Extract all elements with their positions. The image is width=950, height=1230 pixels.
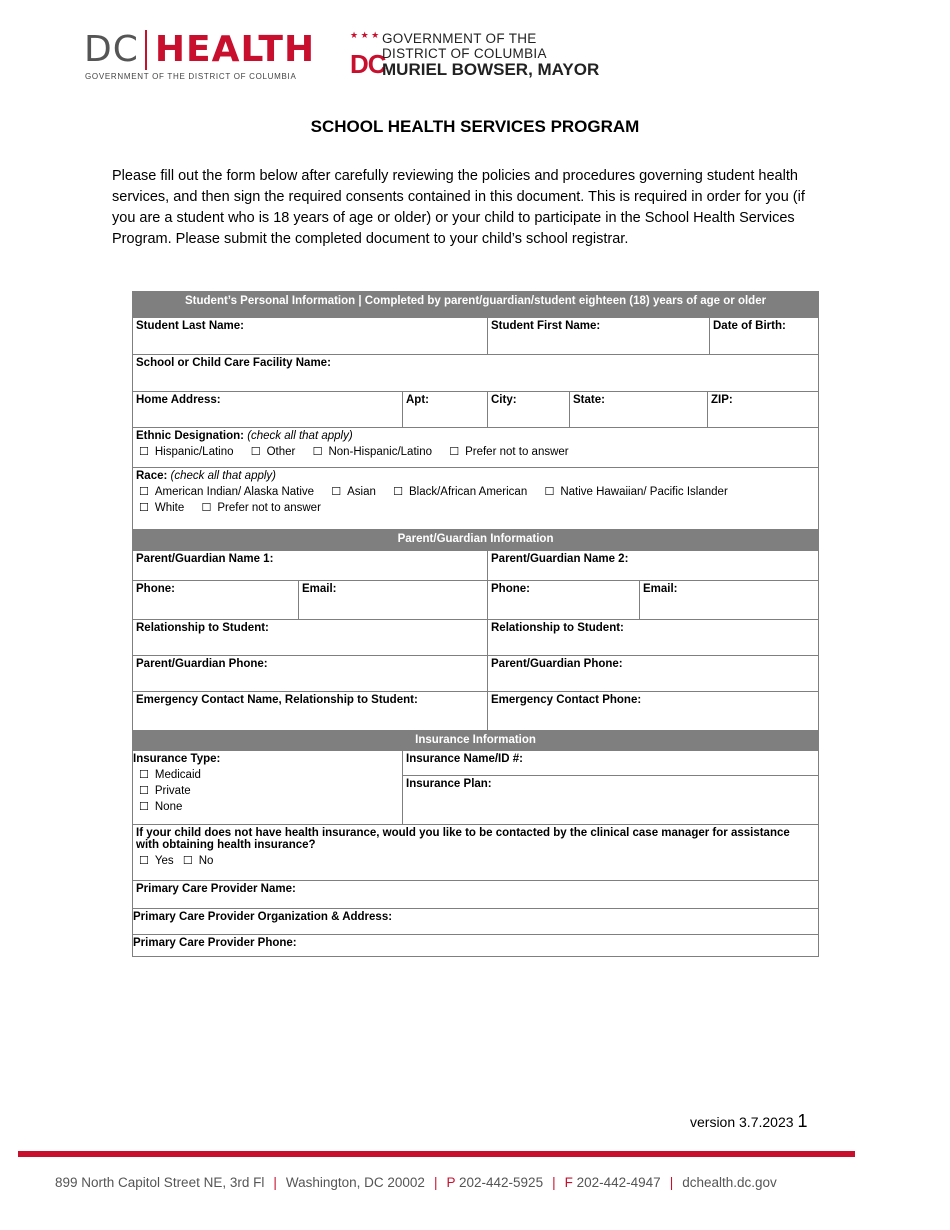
version-text: version 3.7.2023	[690, 1114, 794, 1130]
guardian-2-email-field[interactable]	[640, 581, 819, 620]
ethnic-note: (check all that apply)	[247, 430, 353, 442]
label: Parent/Guardian Phone:	[136, 658, 268, 670]
guardian-2-relationship-field[interactable]	[488, 620, 819, 656]
checkbox-icon[interactable]: ☐	[139, 768, 149, 781]
logo-dc-text: DC	[84, 29, 139, 70]
label: Relationship to Student:	[136, 622, 269, 634]
version-label	[690, 1111, 808, 1132]
gov-line-2: DISTRICT OF COLUMBIA	[382, 46, 547, 61]
zip-field[interactable]	[708, 392, 819, 428]
checkbox-icon[interactable]: ☐	[139, 501, 149, 514]
label: Insurance Plan:	[406, 778, 492, 790]
checkbox-icon[interactable]: ☐	[182, 854, 193, 867]
school-name-field[interactable]	[133, 355, 819, 392]
guardian-2-phone-field[interactable]	[488, 581, 640, 620]
checkbox-icon[interactable]: ☐	[250, 445, 261, 458]
label: City:	[491, 394, 517, 406]
label: Phone:	[491, 583, 530, 595]
label: Email:	[302, 583, 337, 595]
checkbox-icon[interactable]: ☐	[139, 784, 149, 797]
pcp-org-address-field[interactable]	[133, 909, 819, 935]
ethnic-option-other[interactable]	[251, 445, 296, 458]
label: Apt:	[406, 394, 429, 406]
label: Email:	[643, 583, 678, 595]
race-option-american-indian[interactable]	[139, 485, 314, 498]
stars-icon: ★ ★ ★	[350, 30, 380, 40]
state-field[interactable]	[570, 392, 708, 428]
checkbox-icon[interactable]: ☐	[139, 485, 149, 498]
checkbox-icon[interactable]: ☐	[139, 854, 149, 867]
checkbox-icon[interactable]: ☐	[393, 485, 403, 498]
footer-fax: 202-442-4947	[576, 1175, 661, 1190]
insurance-section-header: Insurance Information	[133, 731, 819, 751]
option-label: No	[198, 855, 214, 867]
insurance-name-id-field[interactable]	[403, 751, 819, 776]
label: Emergency Contact Phone:	[491, 694, 642, 706]
dc-health-logo	[84, 30, 315, 70]
answer-yes[interactable]	[139, 854, 174, 867]
checkbox-icon[interactable]: ☐	[331, 485, 342, 498]
footer-address: 899 North Capitol Street NE, 3rd Fl	[55, 1175, 265, 1190]
question-text: If your child does not have health insurance, would you like to be contacted by the clinical case manager for assistance with obtaining health insurance?	[136, 827, 790, 851]
option-label: American Indian/ Alaska Native	[154, 486, 315, 498]
option-label: Native Hawaiian/ Pacific Islander	[560, 486, 728, 498]
option-label: Asian	[347, 486, 376, 498]
guardian-1-relationship-field[interactable]	[133, 620, 488, 656]
option-label: Private	[154, 785, 191, 797]
label: Insurance Name/ID #:	[406, 753, 523, 765]
pcp-name-field[interactable]	[133, 881, 819, 909]
insurance-option-none[interactable]	[139, 800, 399, 813]
logo-health-text: HEALTH	[154, 29, 316, 70]
mayor-name: MURIEL BOWSER, MAYOR	[382, 60, 600, 79]
label: Phone:	[136, 583, 175, 595]
option-label: None	[154, 801, 183, 813]
guardian-1-email-field[interactable]	[299, 581, 488, 620]
footer-website[interactable]: dchealth.dc.gov	[682, 1175, 777, 1190]
guardian-name-1-field[interactable]	[133, 551, 488, 581]
city-field[interactable]	[488, 392, 570, 428]
page-number: 1	[797, 1111, 808, 1131]
student-last-name-field[interactable]	[133, 318, 488, 355]
checkbox-icon[interactable]: ☐	[139, 800, 149, 813]
option-label: Medicaid	[154, 769, 201, 781]
logo-subtitle: GOVERNMENT OF THE DISTRICT OF COLUMBIA	[85, 72, 297, 81]
label: Parent/Guardian Phone:	[491, 658, 623, 670]
checkbox-icon[interactable]: ☐	[201, 501, 212, 514]
emergency-contact-field[interactable]	[133, 692, 488, 731]
ethnic-designation-field	[133, 428, 819, 468]
guardian-2-phone-alt-field[interactable]	[488, 656, 819, 692]
label: Primary Care Provider Phone:	[133, 937, 297, 949]
date-of-birth-field[interactable]	[710, 318, 819, 355]
checkbox-icon[interactable]: ☐	[139, 445, 149, 458]
option-label: Non-Hispanic/Latino	[328, 446, 432, 458]
label: Date of Birth:	[713, 320, 786, 332]
insurance-type-label: Insurance Type:	[133, 753, 221, 765]
race-note: (check all that apply)	[170, 470, 276, 482]
ethnic-option-prefer-not[interactable]	[449, 445, 568, 458]
insurance-option-medicaid[interactable]	[139, 768, 399, 781]
label: Home Address:	[136, 394, 221, 406]
option-label: Prefer not to answer	[217, 502, 321, 514]
insurance-contact-question	[133, 825, 819, 881]
race-option-white[interactable]	[139, 501, 184, 514]
option-label: Prefer not to answer	[465, 446, 569, 458]
gov-line-1: GOVERNMENT OF THE	[382, 31, 537, 46]
registration-form	[132, 291, 818, 957]
page-title: SCHOOL HEALTH SERVICES PROGRAM	[310, 117, 640, 136]
insurance-type-field	[133, 751, 403, 825]
label: Emergency Contact Name, Relationship to Student:	[136, 694, 418, 706]
option-label: White	[154, 502, 185, 514]
checkbox-icon[interactable]: ☐	[312, 445, 323, 458]
separator: |	[552, 1175, 556, 1190]
checkbox-icon[interactable]: ☐	[449, 445, 460, 458]
label: Student First Name:	[491, 320, 601, 332]
home-address-field[interactable]	[133, 392, 403, 428]
fax-label: F	[564, 1175, 573, 1190]
intro-paragraph: Please fill out the form below after carefully reviewing the policies and procedures governing student health services, and then sign the required consents contained in this document. This is required in order for you (if you are a student who is 18 years of age or older) or your child to participate in the School Health Services Program. Please submit the completed document to your child’s school registrar.	[112, 168, 805, 247]
checkbox-icon[interactable]: ☐	[544, 485, 555, 498]
option-label: Yes	[154, 855, 174, 867]
ethnic-option-hispanic[interactable]	[139, 445, 234, 458]
label: Parent/Guardian Name 2:	[491, 553, 629, 565]
guardian-1-phone-field[interactable]	[133, 581, 299, 620]
footer-city: Washington, DC 20002	[285, 1175, 425, 1190]
race-option-native-hawaiian[interactable]	[544, 485, 727, 498]
footer-phone: 202-442-5925	[459, 1175, 544, 1190]
pcp-phone-field[interactable]	[133, 935, 819, 957]
ethnic-option-non-hispanic[interactable]	[313, 445, 432, 458]
race-field	[133, 468, 819, 530]
race-label: Race:	[136, 470, 168, 482]
separator: |	[433, 1175, 438, 1190]
answer-no[interactable]	[183, 854, 214, 867]
label: State:	[573, 394, 605, 406]
logo-divider	[145, 30, 147, 70]
label: Student Last Name:	[136, 320, 244, 332]
label: Primary Care Provider Name:	[136, 883, 296, 895]
option-label: Other	[266, 446, 296, 458]
apt-field[interactable]	[403, 392, 488, 428]
label: School or Child Care Facility Name:	[136, 357, 331, 369]
ethnic-label: Ethnic Designation:	[136, 430, 244, 442]
gov-dc-mark: DC	[350, 49, 386, 79]
guardian-name-2-field[interactable]	[488, 551, 819, 581]
option-label: Hispanic/Latino	[154, 446, 234, 458]
option-label: Black/African American	[408, 486, 528, 498]
footer-divider	[18, 1151, 855, 1157]
guardian-section-header: Parent/Guardian Information	[133, 530, 819, 551]
insurance-plan-field[interactable]	[403, 776, 819, 825]
student-section-header: Student’s Personal Information | Completed by parent/guardian/student eighteen (18) years of age or older	[133, 292, 819, 318]
guardian-1-phone-alt-field[interactable]	[133, 656, 488, 692]
insurance-option-private[interactable]	[139, 784, 399, 797]
label: Relationship to Student:	[491, 622, 624, 634]
label: ZIP:	[711, 394, 733, 406]
student-first-name-field[interactable]	[488, 318, 710, 355]
separator: |	[669, 1175, 674, 1190]
label: Parent/Guardian Name 1:	[136, 553, 274, 565]
phone-label: P	[446, 1175, 456, 1190]
label: Primary Care Provider Organization & Address:	[133, 911, 393, 923]
race-option-prefer-not[interactable]	[201, 501, 320, 514]
race-option-black[interactable]	[393, 485, 527, 498]
race-option-asian[interactable]	[331, 485, 376, 498]
separator: |	[273, 1175, 277, 1190]
footer-contact	[55, 1175, 777, 1190]
emergency-phone-field[interactable]	[488, 692, 819, 731]
